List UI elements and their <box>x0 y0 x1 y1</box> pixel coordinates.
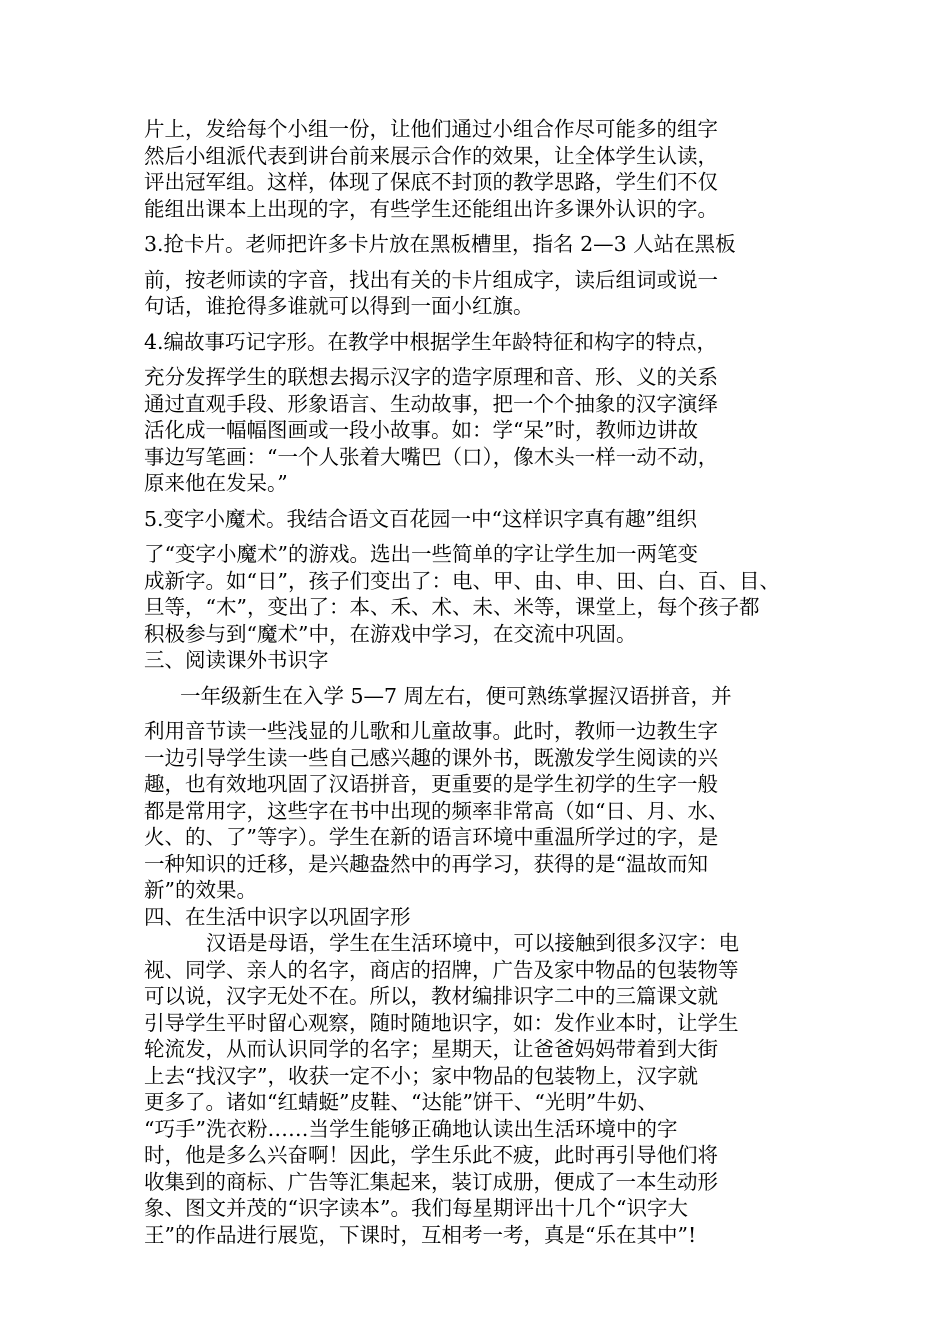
text-line: 旦等，“木”，变出了：本、禾、术、未、米等，课堂上，每个孩子都 <box>144 595 760 619</box>
list-item-heading: 4.编故事巧记字形。在教学中根据学生年龄特征和构字的特点， <box>144 329 718 354</box>
text-line: 收集到的商标、广告等汇集起来，装订成册，便成了一本生动形 <box>144 1169 718 1194</box>
text-line: 评出冠军组。这样，体现了保底不封顶的教学思路，学生们不仅 <box>144 170 718 194</box>
list-item-heading: 3.抢卡片。老师把许多卡片放在黑板槽里，指名 2—3 人站在黑板 <box>144 232 736 256</box>
text-line: 充分发挥学生的联想去揭示汉字的造字原理和音、形、义的关系 <box>144 365 718 389</box>
text-line: 事边写笔画：“一个人张着大嘴巴（口），像木头一样一动不动， <box>144 444 719 469</box>
paragraph-first-line: 一年级新生在入学 5—7 周左右，便可熟练掌握汉语拼音，并 <box>180 683 732 708</box>
text-line: 火、的、了”等字）。学生在新的语言环境中重温所学过的字，是 <box>144 825 719 849</box>
text-line: 一种知识的迁移，是兴趣盎然中的再学习，获得的是“温故而知 <box>144 851 708 876</box>
section-heading: 三、阅读课外书识字 <box>144 648 329 672</box>
text-line: 时，他是多么兴奋啊！因此，学生乐此不疲，此时再引导他们将 <box>144 1143 718 1167</box>
text-line: “巧手”洗衣粉……当学生能够正确地认读出生活环境中的字 <box>144 1116 678 1141</box>
text-line: 新”的效果。 <box>144 878 257 902</box>
text-line: 片上，发给每个小组一份，让他们通过小组合作尽可能多的组字 <box>144 117 718 141</box>
text-line: 句话，谁抢得多谁就可以得到一面小红旗。 <box>144 294 534 318</box>
text-line: 然后小组派代表到讲台前来展示合作的效果，让全体学生认读， <box>144 143 718 168</box>
text-line: 视、同学、亲人的名字，商店的招牌，广告及家中物品的包装物等 <box>144 957 739 982</box>
section-heading: 四、在生活中识字以巩固字形 <box>144 904 411 929</box>
text-line: 前，按老师读的字音，找出有关的卡片组成字，读后组词或说一 <box>144 267 718 292</box>
text-line: 上去“找汉字”，收获一定不小；家中物品的包装物上，汉字就 <box>144 1063 698 1088</box>
list-item-heading: 5.变字小魔术。我结合语文百花园一中“这样识字真有趣”组织 <box>144 506 698 531</box>
text-line: 趣，也有效地巩固了汉语拼音，更重要的是学生初学的生字一般 <box>144 772 718 796</box>
text-line: 都是常用字，这些字在书中出现的频率非常高（如“日、月、水、 <box>144 798 729 823</box>
paragraph-first-line: 汉语是母语，学生在生活环境中，可以接触到很多汉字：电 <box>206 931 739 955</box>
text-line: 可以说，汉字无处不在。所以，教材编排识字二中的三篇课文就 <box>144 984 718 1008</box>
text-line: 了“变字小魔术”的游戏。选出一些简单的字让学生加一两笔变 <box>144 542 698 566</box>
text-line: 活化成一幅幅图画或一段小故事。如：学“呆”时，教师边讲故 <box>144 418 698 442</box>
text-line: 能组出课本上出现的字，有些学生还能组出许多课外认识的字。 <box>144 196 718 221</box>
text-line: 象、图文并茂的“识字读本”。我们每星期评出十几个“识字大 <box>144 1196 688 1220</box>
text-line: 利用音节读一些浅显的儿歌和儿童故事。此时，教师一边教生字 <box>144 719 718 743</box>
text-line: 一边引导学生读一些自己感兴趣的课外书，既激发学生阅读的兴 <box>144 745 718 770</box>
text-line: 通过直观手段、形象语言、生动故事，把一个个抽象的汉字演绎 <box>144 391 718 416</box>
text-line: 更多了。诸如“红蜻蜓”皮鞋、“达能”饼干、“光明”牛奶、 <box>144 1090 658 1114</box>
text-line: 原来他在发呆。” <box>144 471 288 495</box>
document-page <box>144 116 812 1248</box>
text-line: 引导学生平时留心观察，随时随地识字，如：发作业本时，让学生 <box>144 1010 739 1035</box>
text-line: 积极参与到“魔术”中，在游戏中学习，在交流中巩固。 <box>144 621 637 646</box>
text-line: 成新字。如“日”，孩子们变出了：电、甲、由、申、田、白、百、目、 <box>144 568 780 593</box>
text-line: 王”的作品进行展览，下课时，互相考一考，真是“乐在其中”! <box>144 1222 697 1247</box>
text-line: 轮流发，从而认识同学的名字；星期天，让爸爸妈妈带着到大街 <box>144 1037 718 1061</box>
